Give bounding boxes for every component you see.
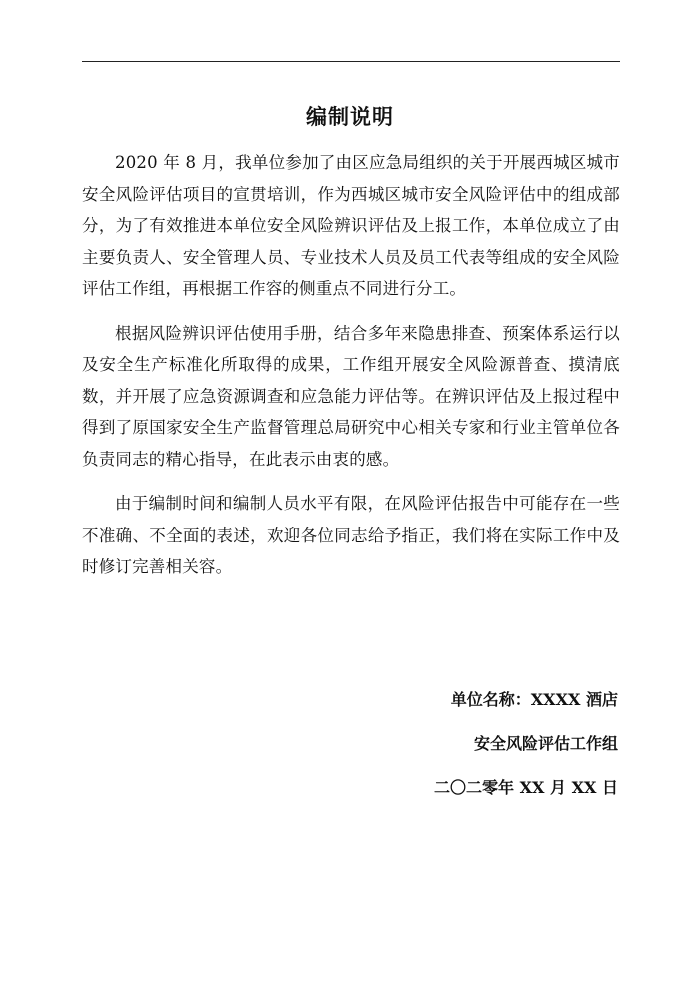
working-group-name: 安全风险评估工作组 (473, 734, 618, 753)
signature-date: 二〇二零年 XX 月 XX 日 (434, 778, 618, 797)
paragraph: 2020 年 8 月，我单位参加了由区应急局组织的关于开展西城区城市安全风险评估项目的宣贯培训，作为西城区城市安全风险评估中的组成部分，为了有效推进本单位安全风险辨识评估及上报工作，本单位成立了由主要负责人、安全管理人员、专业技术人员及员工代表等组成的安全风险评估工作组，再根据工作容的侧重点不同进行分工。 (82, 153, 620, 298)
paragraph: 根据风险辨识评估使用手册，结合多年来隐患排查、预案体系运行以及安全生产标准化所取得的成果，工作组开展安全风险源普查、摸清底数，并开展了应急资源调查和应急能力评估等。在辨识评估及上报过程中得到了原国家安全生产监督管理总局研究中心相关专家和行业主管单位各负责同志的精心指导，在此表示由衷的感。 (82, 323, 620, 469)
unit-name: 单位名称：XXXX 酒店 (450, 690, 618, 709)
page-title: 编制说明 (306, 104, 394, 129)
body-text (82, 147, 620, 596)
header-rule (82, 61, 620, 62)
signature-block (318, 688, 618, 820)
paragraph: 由于编制时间和编制人员水平有限，在风险评估报告中可能存在一些不准确、不全面的表述，欢迎各位同志给予指正，我们将在实际工作中及时修订完善相关容。 (82, 494, 620, 576)
